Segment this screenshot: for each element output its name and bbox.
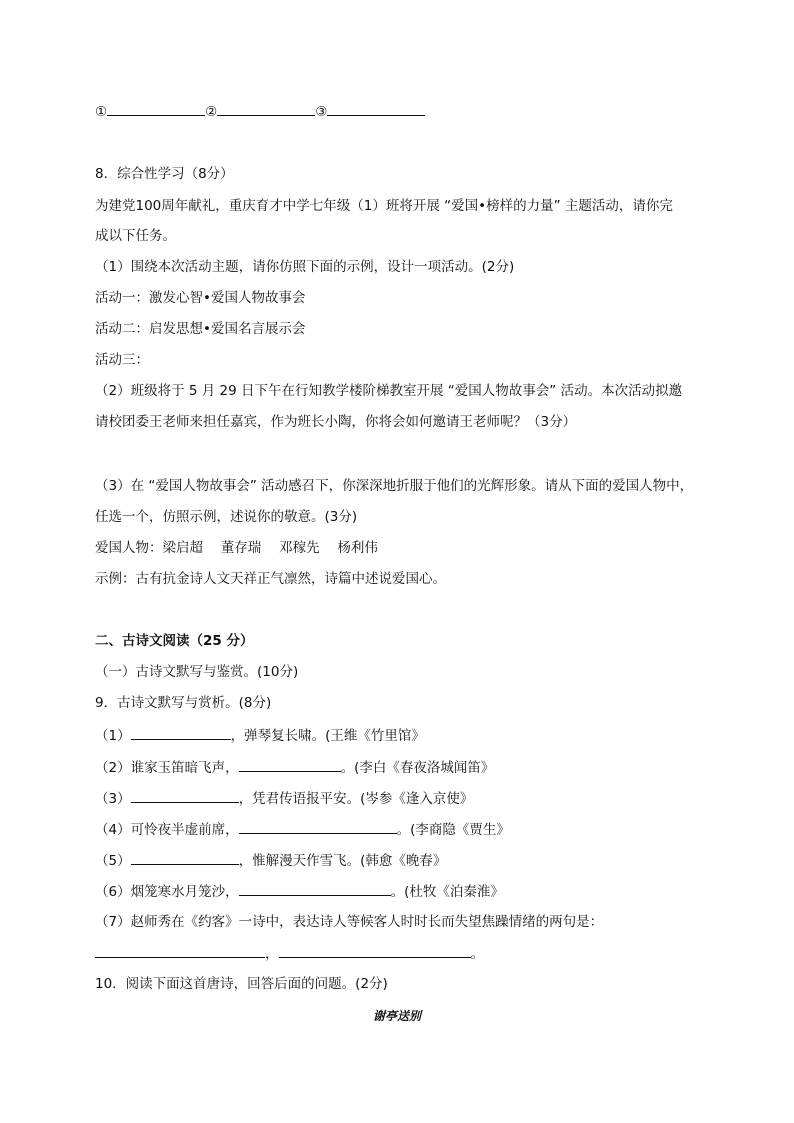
- q9-blank-2[interactable]: [239, 757, 341, 772]
- q9-item-6: （6）烟笼寒水月笼沙， 。(杜牧《泊秦淮》: [95, 881, 504, 902]
- q9-blank-4[interactable]: [239, 819, 397, 834]
- blank-marker-2: ②: [205, 104, 218, 120]
- top-answer-blanks: [95, 101, 425, 122]
- activity-1: 活动一：激发心智•爱国人物故事会: [95, 290, 306, 306]
- q8-part2-line1: （2）班级将于 5 月 29 日下午在行知教学楼阶梯教室开展 “爱国人物故事会” 活动。本次活动拟邀: [95, 383, 683, 399]
- poem-title: 谢亭送别: [372, 1009, 421, 1023]
- q9-item-4: （4）可怜夜半虚前席， 。(李商隐《贾生》: [95, 819, 510, 840]
- q9-blank-6[interactable]: [239, 881, 391, 896]
- q8-intro-line1: 为建党100周年献礼，重庆育才中学七年级（1）班将开展 “爱国•榜样的力量” 主题活动，请你完: [95, 198, 673, 214]
- section2-title: 二、古诗文阅读（25 分）: [95, 633, 254, 649]
- q8-part1: （1）围绕本次活动主题，请你仿照下面的示例，设计一项活动。(2分): [95, 259, 515, 275]
- answer-blank-1[interactable]: [107, 101, 205, 116]
- q9-title: 9．古诗文默写与赏析。(8分): [95, 695, 272, 711]
- example-sentence: 示例：古有抗金诗人文天祥正气凛然，诗篇中述说爱国心。: [95, 571, 446, 587]
- q8-part2-line2: 请校团委王老师来担任嘉宾，作为班长小陶，你将会如何邀请王老师呢？（3分）: [95, 414, 577, 430]
- section2-sub1: （一）古诗文默写与鉴赏。(10分): [95, 664, 299, 680]
- blank-marker-1: ①: [95, 104, 108, 120]
- activity-2: 活动二：启发思想•爱国名言展示会: [95, 321, 306, 337]
- activity-3: 活动三：: [95, 352, 149, 368]
- blank-marker-3: ③: [315, 104, 328, 120]
- answer-blank-3[interactable]: [327, 101, 425, 116]
- q9-blank-7a[interactable]: [95, 943, 265, 958]
- q9-item-3: （3） ，凭君传语报平安。(岑参《逢入京使》: [95, 788, 473, 809]
- q8-part3-line2: 任选一个，仿照示例，述说你的敬意。(3分): [95, 509, 358, 525]
- q9-item-5: （5） ，惟解漫天作雪飞。(韩愈《晚春》: [95, 850, 446, 871]
- q9-blank-5[interactable]: [131, 850, 239, 865]
- q9-item-2: （2）谁家玉笛暗飞声， 。(李白《春夜洛城闻笛》: [95, 757, 494, 778]
- q8-title: 8．综合性学习（8分）: [95, 166, 234, 182]
- answer-blank-2[interactable]: [217, 101, 315, 116]
- q9-item-7: （7）赵师秀在《约客》一诗中，表达诗人等候客人时时长而失望焦躁情绪的两句是：: [95, 914, 604, 930]
- q9-item-7-blanks: ， 。: [95, 943, 484, 964]
- q8-intro-line2: 成以下任务。: [95, 228, 176, 244]
- q8-part3-line1: （3）在 “爱国人物故事会” 活动感召下，你深深地折服于他们的光辉形象。请从下面的爱国人物中，: [95, 478, 694, 494]
- q9-blank-1[interactable]: [131, 725, 231, 740]
- q9-item-1: （1） ，弹琴复长啸。(王维《竹里馆》: [95, 725, 425, 746]
- patriot-list: 爱国人物：梁启超 董存瑞 邓稼先 杨利伟: [95, 540, 378, 556]
- q9-blank-3[interactable]: [131, 788, 239, 803]
- q10-title: 10．阅读下面这首唐诗，回答后面的问题。(2分): [95, 976, 388, 992]
- q9-blank-7b[interactable]: [279, 943, 471, 958]
